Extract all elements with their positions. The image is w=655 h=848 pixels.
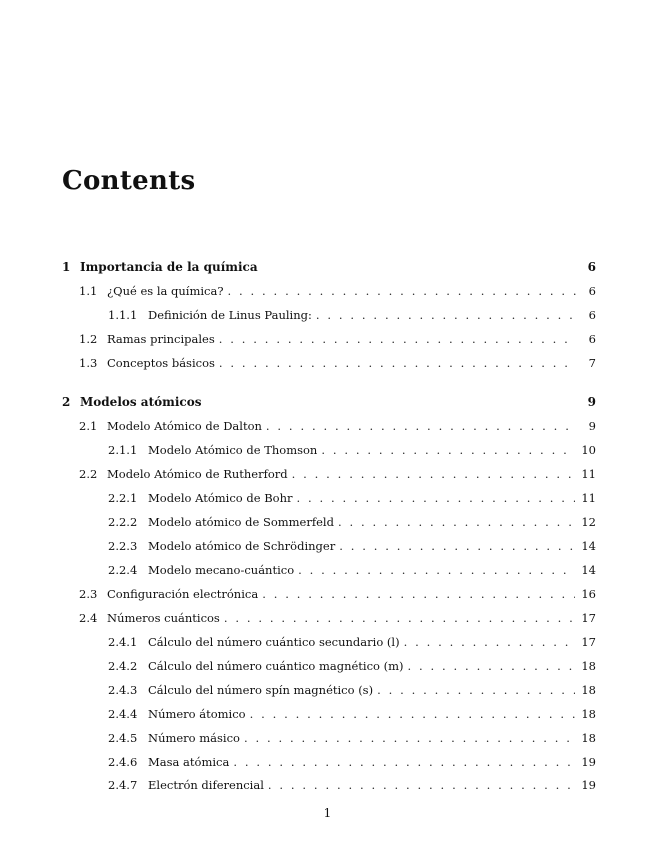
toc-leader-dots — [338, 513, 575, 531]
toc-leader-dots — [266, 417, 576, 435]
toc-page-number: 6 — [588, 284, 596, 298]
toc-label: Modelo Atómico de Dalton — [107, 419, 262, 433]
toc-number: 2.1 — [79, 419, 98, 433]
toc-page-number: 11 — [581, 467, 596, 481]
toc-entry-subsection[interactable] — [108, 441, 596, 459]
toc-entry-section[interactable] — [79, 330, 596, 348]
toc-entry-subsection[interactable] — [108, 537, 596, 555]
page-footer-number: 1 — [323, 806, 332, 820]
toc-page-number: 9 — [588, 419, 596, 433]
toc-number: 2.4.6 — [108, 755, 138, 769]
toc-entry-section[interactable] — [79, 417, 596, 435]
toc-number: 1.1.1 — [108, 308, 138, 322]
toc-page-number: 9 — [587, 395, 596, 409]
toc-page-number: 6 — [588, 308, 596, 322]
toc-entry-subsection[interactable] — [108, 729, 596, 747]
toc-page-number: 7 — [588, 356, 596, 370]
toc-number: 2.4.7 — [108, 778, 138, 792]
toc-label: ¿Qué es la química? — [107, 284, 224, 298]
toc-leader-dots — [408, 657, 576, 675]
toc-leader-dots — [250, 705, 576, 723]
toc-entry-subsection[interactable] — [108, 753, 596, 771]
toc-leader-dots — [224, 609, 576, 627]
toc-label: Cálculo del número cuántico magnético (m) — [148, 659, 404, 673]
toc-label: Modelos atómicos — [80, 395, 202, 409]
toc-page-number: 17 — [581, 611, 596, 625]
toc-number: 2.4.4 — [108, 707, 138, 721]
toc-entry-subsection[interactable] — [108, 561, 596, 579]
toc-page-number: 18 — [581, 683, 596, 697]
toc-page-number: 19 — [581, 778, 596, 792]
toc-leader-dots — [228, 282, 576, 300]
toc-label: Importancia de la química — [80, 260, 258, 274]
toc-page-number: 12 — [581, 515, 596, 529]
toc-leader-dots — [219, 330, 576, 348]
toc-label: Modelo atómico de Sommerfeld — [148, 515, 334, 529]
toc-entry-chapter[interactable] — [62, 258, 596, 276]
toc-entry-section[interactable] — [79, 282, 596, 300]
toc-label: Cálculo del número cuántico secundario (l) — [148, 635, 400, 649]
toc-label: Electrón diferencial — [148, 778, 264, 792]
toc-page-number: 16 — [581, 587, 596, 601]
toc-entry-section[interactable] — [79, 354, 596, 372]
toc-leader-dots — [219, 354, 576, 372]
toc-label: Configuración electrónica — [107, 587, 259, 601]
toc-leader-dots — [244, 729, 575, 747]
toc-page-number: 6 — [588, 332, 596, 346]
toc-label: Definición de Linus Pauling: — [148, 308, 312, 322]
toc-page-number: 11 — [581, 491, 596, 505]
toc-leader-dots — [262, 585, 575, 603]
toc-entry-section[interactable] — [79, 609, 596, 627]
toc-entry-subsection[interactable] — [108, 489, 596, 507]
toc-entry-subsection[interactable] — [108, 306, 596, 324]
toc-entry-subsection[interactable] — [108, 705, 596, 723]
toc-leader-dots — [296, 489, 575, 507]
toc-number: 2.4.5 — [108, 731, 138, 745]
toc-number: 2.4 — [79, 611, 98, 625]
toc-leader-dots — [298, 561, 575, 579]
toc-number: 2.3 — [79, 587, 98, 601]
toc-leader-dots — [292, 465, 576, 483]
toc-label: Número átomico — [148, 707, 246, 721]
toc-label: Modelo Atómico de Rutherford — [107, 467, 288, 481]
toc-label: Modelo Atómico de Thomson — [148, 443, 318, 457]
toc-number: 2.2.1 — [108, 491, 138, 505]
toc-label: Modelo atómico de Schrödinger — [148, 539, 336, 553]
toc-label: Modelo Atómico de Bohr — [148, 491, 293, 505]
toc-number: 1.2 — [79, 332, 98, 346]
toc-label: Números cuánticos — [107, 611, 220, 625]
toc-entry-section[interactable] — [79, 465, 596, 483]
toc-entry-subsection[interactable] — [108, 633, 596, 651]
toc-page-number: 18 — [581, 659, 596, 673]
toc-label: Modelo mecano-cuántico — [148, 563, 295, 577]
toc-label: Cálculo del número spín magnético (s) — [148, 683, 374, 697]
toc-entry-subsection[interactable] — [108, 657, 596, 675]
toc-label: Ramas principales — [107, 332, 215, 346]
toc-leader-dots — [316, 306, 576, 324]
toc-entry-subsection[interactable] — [108, 681, 596, 699]
toc-leader-dots — [404, 633, 576, 651]
toc-leader-dots — [339, 537, 575, 555]
toc-leader-dots — [321, 441, 575, 459]
toc-page-number: 10 — [581, 443, 596, 457]
toc-number: 2.4.2 — [108, 659, 138, 673]
toc-entry-subsection[interactable] — [108, 513, 596, 531]
toc-entry-chapter[interactable] — [62, 393, 596, 411]
page-title: Contents — [62, 166, 196, 196]
toc-number: 1 — [62, 260, 71, 274]
toc-label: Conceptos básicos — [107, 356, 215, 370]
toc-number: 2.4.3 — [108, 683, 138, 697]
toc-number: 2.2.3 — [108, 539, 138, 553]
toc-number: 2.2 — [79, 467, 98, 481]
toc-page-number: 14 — [581, 539, 596, 553]
toc-leader-dots — [377, 681, 575, 699]
toc-label: Número másico — [148, 731, 240, 745]
toc-number: 2.2.4 — [108, 563, 138, 577]
toc-page-number: 14 — [581, 563, 596, 577]
toc-page-number: 17 — [581, 635, 596, 649]
toc-entry-subsection[interactable] — [108, 776, 596, 794]
toc-entry-section[interactable] — [79, 585, 596, 603]
toc-number: 1.3 — [79, 356, 98, 370]
toc-leader-dots — [268, 776, 575, 794]
toc-number: 2.2.2 — [108, 515, 138, 529]
toc-number: 2 — [62, 395, 71, 409]
toc-page-number: 18 — [581, 707, 596, 721]
toc-page-number: 18 — [581, 731, 596, 745]
toc-page-number: 6 — [587, 260, 596, 274]
toc-number: 1.1 — [79, 284, 98, 298]
toc-leader-dots — [233, 753, 575, 771]
toc-label: Masa atómica — [148, 755, 230, 769]
toc-number: 2.1.1 — [108, 443, 138, 457]
toc-page-number: 19 — [581, 755, 596, 769]
toc-number: 2.4.1 — [108, 635, 138, 649]
